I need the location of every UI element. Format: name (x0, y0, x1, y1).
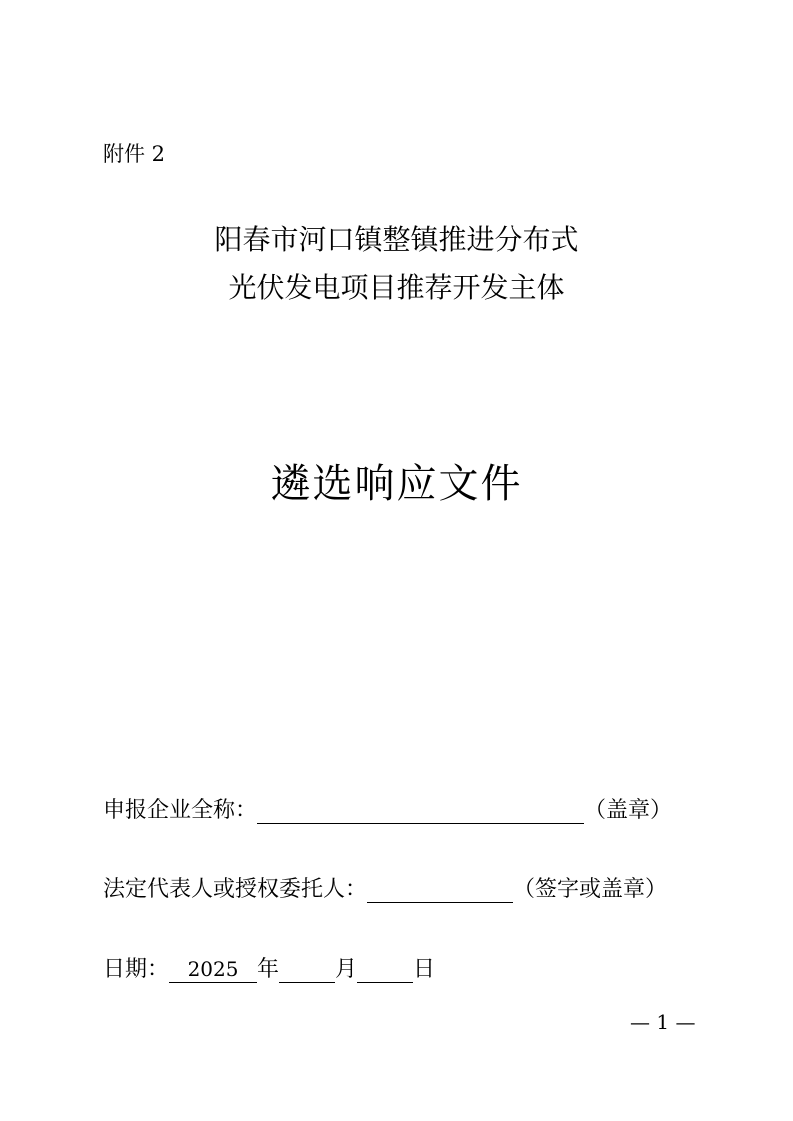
date-label: 日期： (103, 957, 170, 982)
company-seal-note: （盖章） (584, 798, 673, 823)
date-day-unit: 日 (413, 957, 436, 982)
date-year-blank[interactable]: 2025 (169, 956, 257, 983)
representative-field (103, 872, 667, 903)
representative-label: 法定代表人或授权委托人： (103, 877, 368, 902)
page-number: — 1 — (630, 1010, 696, 1034)
company-name-field (103, 793, 672, 824)
date-month-unit: 月 (335, 957, 358, 982)
document-title-line-2: 光伏发电项目推荐开发主体 (228, 271, 565, 304)
date-day-blank[interactable] (357, 956, 413, 983)
representative-blank[interactable] (367, 876, 513, 903)
document-type-heading: 遴选响应文件 (270, 461, 523, 507)
attachment-label: 附件 2 (103, 142, 166, 166)
date-field (103, 952, 435, 983)
date-month-blank[interactable] (279, 956, 335, 983)
date-year-unit: 年 (257, 957, 280, 982)
representative-sign-note: （签字或盖章） (513, 877, 668, 902)
company-name-label: 申报企业全称： (103, 798, 258, 823)
document-title-line-1: 阳春市河口镇整镇推进分布式 (214, 223, 579, 256)
company-name-blank[interactable] (257, 797, 584, 824)
